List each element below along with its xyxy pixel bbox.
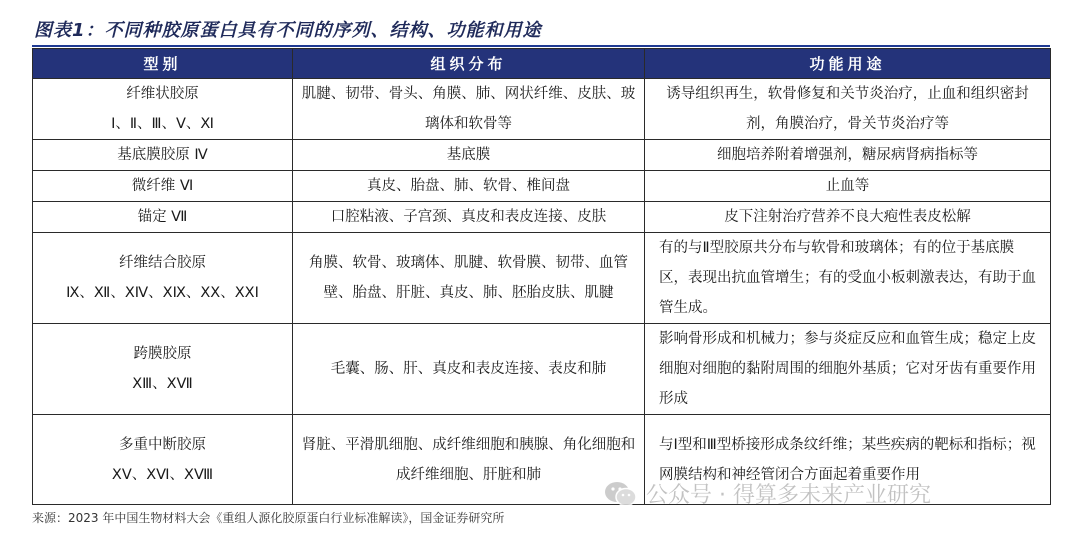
function-cell: 皮下注射治疗营养不良大疱性表皮松解 xyxy=(645,202,1051,233)
header-distribution: 组织分布 xyxy=(293,49,645,79)
table-row xyxy=(33,324,1051,415)
watermark xyxy=(604,478,931,509)
distribution-cell: 肌腱、韧带、骨头、角膜、肺、网状纤维、皮肤、玻璃体和软骨等 xyxy=(293,79,645,140)
collagen-table xyxy=(32,48,1051,505)
function-cell: 止血等 xyxy=(645,171,1051,202)
distribution-cell: 口腔粘液、子宫颈、真皮和表皮连接、皮肤 xyxy=(293,202,645,233)
type-cell: 纤维结合胶原 Ⅸ、Ⅻ、XⅣ、XⅨ、XX、XXI xyxy=(33,233,293,324)
table-row xyxy=(33,233,1051,324)
table-row xyxy=(33,140,1051,171)
function-cell: 与Ⅰ型和Ⅲ型桥接形成条纹纤维；某些疾病的靶标和指标；视网膜结构和神经管闭合方面起着重要作用 xyxy=(645,415,1051,505)
function-cell: 有的与Ⅱ型胶原共分布与软骨和玻璃体；有的位于基底膜区，表现出抗血管增生；有的受血小板刺激表达，有助于血管生成。 xyxy=(645,233,1051,324)
header-type: 型别 xyxy=(33,49,293,79)
type-cell: 基底膜胶原 Ⅳ xyxy=(33,140,293,171)
wechat-icon xyxy=(604,480,638,508)
type-cell: 纤维状胶原 Ⅰ、Ⅱ、Ⅲ、Ⅴ、Ⅺ xyxy=(33,79,293,140)
type-cell: 跨膜胶原 XⅢ、XⅦ xyxy=(33,324,293,415)
source-note: 来源：2023 年中国生物材料大会《重组人源化胶原蛋白行业标准解读》，国金证券研究所 xyxy=(32,511,505,525)
title-rule xyxy=(32,45,1050,47)
distribution-cell: 肾脏、平滑肌细胞、成纤维细胞和胰腺、角化细胞和成纤维细胞、肝脏和肺 xyxy=(293,415,645,505)
table-header-row xyxy=(33,49,1051,79)
figure-title: 图表1：不同种胶原蛋白具有不同的序列、结构、功能和用途 xyxy=(34,20,542,41)
type-cell: 微纤维 Ⅵ xyxy=(33,171,293,202)
function-cell: 影响骨形成和机械力；参与炎症反应和血管生成；稳定上皮细胞对细胞的黏附周围的细胞外基质；它对牙齿有重要作用形成 xyxy=(645,324,1051,415)
distribution-cell: 真皮、胎盘、肺、软骨、椎间盘 xyxy=(293,171,645,202)
distribution-cell: 毛囊、肠、肝、真皮和表皮连接、表皮和肺 xyxy=(293,324,645,415)
table-row xyxy=(33,202,1051,233)
type-cell: 多重中断胶原 XⅤ、XⅥ、XⅧ xyxy=(33,415,293,505)
table-row xyxy=(33,79,1051,140)
table-row xyxy=(33,171,1051,202)
distribution-cell: 角膜、软骨、玻璃体、肌腱、软骨膜、韧带、血管壁、胎盘、肝脏、真皮、肺、胚胎皮肤、肌腱 xyxy=(293,233,645,324)
header-function: 功能用途 xyxy=(645,49,1051,79)
type-cell: 锚定 Ⅶ xyxy=(33,202,293,233)
function-cell: 细胞培养附着增强剂，糖尿病肾病指标等 xyxy=(645,140,1051,171)
distribution-cell: 基底膜 xyxy=(293,140,645,171)
function-cell: 诱导组织再生，软骨修复和关节炎治疗，止血和组织密封剂，角膜治疗，骨关节炎治疗等 xyxy=(645,79,1051,140)
watermark-text: 公众号 · 得算多未来产业研究 xyxy=(646,483,931,508)
